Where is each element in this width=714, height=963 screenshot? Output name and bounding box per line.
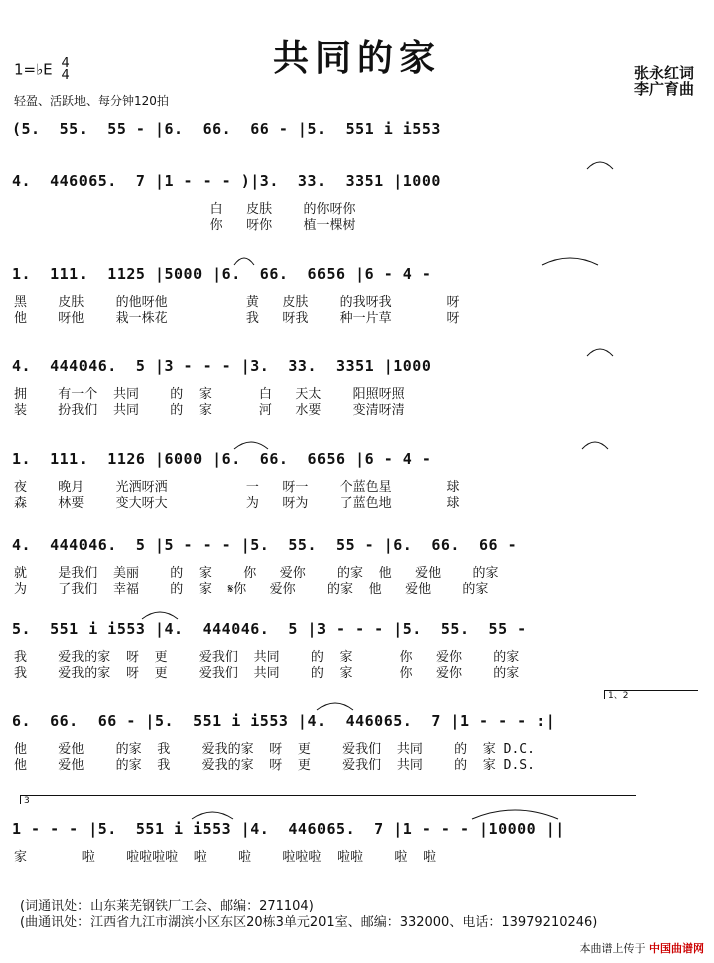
slur-arc — [585, 344, 615, 358]
melody-row-8: 6. 66. 66 - |5. 551 i i553 |4. 446065. 7 |1 - - - :| — [12, 712, 556, 730]
tempo-marking: 轻盈、活跃地、每分钟120拍 — [14, 94, 169, 108]
footer-composer-address: (曲通讯处：江西省九江市湖滨小区东区20栋3单元201室、邮编：332000、电话：13979210246) — [20, 915, 598, 930]
footer-lyricist-address: (词通讯处：山东莱芜钢铁厂工会、邮编：271104) — [20, 899, 314, 914]
lyric-row-8-verse-1: 他 爱他 的家 我 爱我的家 呀 更 爱我们 共同 的 家 D.C. — [14, 742, 535, 757]
lyric-row-3-verse-1: 黑 皮肤 的他呀他 黄 皮肤 的我呀我 呀 — [14, 295, 460, 310]
key-label: 1=♭E — [14, 60, 53, 79]
melody-row-6: 4. 444046. 5 |5 - - - |5. 55. 55 - |6. 66. 66 - — [12, 536, 518, 554]
composer-credit: 李广育曲 — [633, 80, 694, 98]
slur-arc — [140, 607, 180, 621]
melody-row-9: 1 - - - |5. 551 i i553 |4. 446065. 7 |1 - - - |10000 || — [12, 820, 565, 838]
slur-arc — [580, 437, 610, 451]
lyricist-credit: 张永红词 — [633, 64, 694, 82]
lyric-row-6-verse-1: 就 是我们 美丽 的 家 你 爱你 的家 他 爱他 的家 — [14, 566, 499, 581]
meter-top: 4 — [61, 56, 70, 71]
lyric-row-9-verse-1: 家 啦 啦啦啦啦 啦 啦 啦啦啦 啦啦 啦 啦 — [14, 850, 436, 865]
lyric-row-7-verse-2: 我 爱我的家 呀 更 爱我们 共同 的 家 你 爱你 的家 — [14, 666, 520, 681]
volta-1-2: 1、2 — [604, 690, 698, 699]
site-logo[interactable]: 中国曲谱网 — [649, 942, 704, 955]
melody-row-5: 1. 111. 1126 |6000 |6. 66. 6656 |6 - 4 - — [12, 450, 432, 468]
lyric-row-3-verse-2: 他 呀他 栽一株花 我 呀我 种一片草 呀 — [14, 311, 460, 326]
page-title: 共同的家 — [272, 37, 441, 79]
upload-notice — [580, 940, 705, 956]
lyric-row-4-verse-1: 拥 有一个 共同 的 家 白 天太 阳照呀照 — [14, 387, 405, 402]
meter-bottom: 4 — [61, 68, 70, 83]
lyric-row-5-verse-2: 森 林要 变大呀大 为 呀为 了蓝色地 球 — [14, 496, 460, 511]
slur-arc — [540, 253, 600, 267]
melody-row-2: 4. 446065. 7 |1 - - - )|3. 33. 3351 |1000 — [12, 172, 441, 190]
key-signature — [14, 58, 70, 82]
slur-arc — [315, 698, 355, 712]
upload-prefix: 本曲谱上传于 — [579, 942, 646, 955]
slur-arc — [585, 157, 615, 171]
slur-arc — [232, 437, 270, 451]
lyric-row-4-verse-2: 装 扮我们 共同 的 家 河 水要 变清呀清 — [14, 403, 405, 418]
lyric-row-2-verse-2: 你 呀你 植一棵树 — [14, 218, 356, 233]
lyric-row-6-verse-2: 为 了我们 幸福 的 家 𝄋你 爱你 的家 他 爱他 的家 — [14, 582, 489, 597]
melody-row-3: 1. 111. 1125 |5000 |6. 66. 6656 |6 - 4 - — [12, 265, 432, 283]
slur-arc — [190, 807, 235, 821]
slur-arc — [470, 805, 560, 821]
lyric-row-8-verse-2: 他 爱他 的家 我 爱我的家 呀 更 爱我们 共同 的 家 D.S. — [14, 758, 535, 773]
melody-row-1: (5. 55. 55 - |6. 66. 66 - |5. 551 i i553 — [12, 120, 441, 138]
lyric-row-5-verse-1: 夜 晚月 光洒呀洒 一 呀一 个蓝色星 球 — [14, 480, 460, 495]
slur-arc — [232, 253, 256, 267]
melody-row-7: 5. 551 i i553 |4. 444046. 5 |3 - - - |5. 55. 55 - — [12, 620, 527, 638]
lyric-row-2-verse-1: 白 皮肤 的你呀你 — [14, 202, 356, 217]
volta-3: 3 — [20, 795, 636, 804]
time-signature — [61, 58, 69, 82]
lyric-row-7-verse-1: 我 爱我的家 呀 更 爱我们 共同 的 家 你 爱你 的家 — [14, 650, 520, 665]
melody-row-4: 4. 444046. 5 |3 - - - |3. 33. 3351 |1000 — [12, 357, 432, 375]
